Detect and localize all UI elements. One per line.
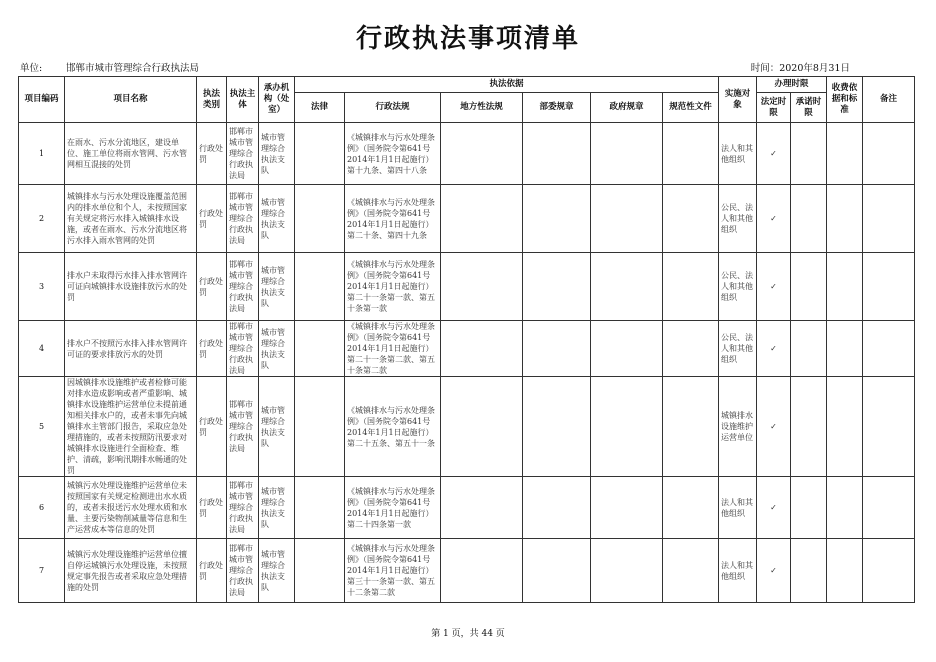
row-local-reg <box>441 123 523 185</box>
row-law <box>295 321 345 377</box>
row-norm-doc <box>663 377 719 477</box>
row-target: 公民、法人和其他组织 <box>719 253 757 321</box>
row-norm-doc <box>663 477 719 539</box>
row-code: 6 <box>19 477 65 539</box>
row-target: 公民、法人和其他组织 <box>719 185 757 253</box>
row-note <box>863 185 915 253</box>
row-admin-reg: 《城镇排水与污水处理条例》（国务院令第641号 2014年1月1日起施行）第二十条、第四十九条 <box>345 185 441 253</box>
row-code: 5 <box>19 377 65 477</box>
check-icon: ✓ <box>757 185 791 253</box>
page-footer: 第 1 页，共 44 页 <box>431 629 505 639</box>
row-local-reg <box>441 539 523 603</box>
header-code: 项目编码 <box>19 77 65 123</box>
row-subject: 邯郸市城市管理综合行政执法局 <box>227 539 259 603</box>
row-org: 城市管理综合执法支队 <box>259 185 295 253</box>
row-org: 城市管理综合执法支队 <box>259 477 295 539</box>
row-gov-rule <box>591 539 663 603</box>
row-norm-doc <box>663 185 719 253</box>
row-admin-reg: 《城镇排水与污水处理条例》（国务院令第641号 2014年1月1日起施行）第十九条、第四十八条 <box>345 123 441 185</box>
row-norm-doc <box>663 321 719 377</box>
header-law: 法律 <box>295 93 345 123</box>
row-promise <box>791 321 827 377</box>
row-dept-rule <box>523 253 591 321</box>
row-code: 4 <box>19 321 65 377</box>
row-target: 法人和其他组织 <box>719 477 757 539</box>
row-local-reg <box>441 377 523 477</box>
header-deadline: 办理时限 <box>757 77 827 93</box>
row-org: 城市管理综合执法支队 <box>259 321 295 377</box>
row-admin-reg: 《城镇排水与污水处理条例》（国务院令第641号 2014年1月1日起施行）第二十五条、第五十一条 <box>345 377 441 477</box>
row-dept-rule <box>523 477 591 539</box>
row-dept-rule <box>523 539 591 603</box>
row-fee <box>827 185 863 253</box>
row-fee <box>827 321 863 377</box>
row-name: 城镇污水处理设施维护运营单位未按照国家有关规定检测进出水水质的，或者未报送污水处理水质和水量、主要污染物削减量等信息和生产运营成本等信息的处罚 <box>65 477 197 539</box>
table-row <box>19 253 915 321</box>
row-gov-rule <box>591 477 663 539</box>
table-row <box>19 321 915 377</box>
header-local-reg: 地方性法规 <box>441 93 523 123</box>
row-name: 排水户不按照污水排入排水管网许可证的要求排放污水的处罚 <box>65 321 197 377</box>
row-type: 行政处罚 <box>197 539 227 603</box>
row-name: 城镇排水与污水处理设施覆盖范围内的排水单位和个人，未按照国家有关规定将污水排入城镇排水设施，或者在雨水、污水分流地区将污水排入雨水管网的处罚 <box>65 185 197 253</box>
header-name: 项目名称 <box>65 77 197 123</box>
row-subject: 邯郸市城市管理综合行政执法局 <box>227 321 259 377</box>
row-type: 行政处罚 <box>197 377 227 477</box>
row-note <box>863 253 915 321</box>
row-gov-rule <box>591 321 663 377</box>
row-code: 7 <box>19 539 65 603</box>
row-org: 城市管理综合执法支队 <box>259 377 295 477</box>
row-subject: 邯郸市城市管理综合行政执法局 <box>227 477 259 539</box>
row-fee <box>827 253 863 321</box>
header-dept-rule: 部委规章 <box>523 93 591 123</box>
header-gov-rule: 政府规章 <box>591 93 663 123</box>
row-admin-reg: 《城镇排水与污水处理条例》（国务院令第641号 2014年1月1日起施行）第二十一条第一款、第五十条第一款 <box>345 253 441 321</box>
check-icon: ✓ <box>757 321 791 377</box>
row-local-reg <box>441 185 523 253</box>
row-dept-rule <box>523 185 591 253</box>
row-org: 城市管理综合执法支队 <box>259 123 295 185</box>
row-target: 公民、法人和其他组织 <box>719 321 757 377</box>
row-note <box>863 377 915 477</box>
row-local-reg <box>441 321 523 377</box>
row-code: 3 <box>19 253 65 321</box>
row-law <box>295 253 345 321</box>
row-dept-rule <box>523 321 591 377</box>
header-org: 承办机构（处室） <box>259 77 295 123</box>
row-fee <box>827 123 863 185</box>
header-legal-deadline: 法定时限 <box>757 93 791 123</box>
row-subject: 邯郸市城市管理综合行政执法局 <box>227 377 259 477</box>
unit-label: 单位: <box>20 63 43 74</box>
header-promise-deadline: 承诺时限 <box>791 93 827 123</box>
row-dept-rule <box>523 123 591 185</box>
row-type: 行政处罚 <box>197 185 227 253</box>
row-promise <box>791 539 827 603</box>
row-target: 城镇排水设施维护运营单位 <box>719 377 757 477</box>
row-target: 法人和其他组织 <box>719 123 757 185</box>
row-subject: 邯郸市城市管理综合行政执法局 <box>227 185 259 253</box>
row-type: 行政处罚 <box>197 123 227 185</box>
check-icon: ✓ <box>757 539 791 603</box>
row-fee <box>827 539 863 603</box>
row-admin-reg: 《城镇排水与污水处理条例》（国务院令第641号 2014年1月1日起施行）第二十四条第一款 <box>345 477 441 539</box>
table-row <box>19 377 915 477</box>
row-norm-doc <box>663 123 719 185</box>
header-target: 实施对象 <box>719 77 757 123</box>
row-note <box>863 123 915 185</box>
row-name: 因城镇排水设施维护或者检修可能对排水造成影响或者严重影响、城镇排水设施维护运营单位未提前通知相关排水户的，或者未事先向城镇排水主管部门报告，采取应急处理措施的，或者未按照防汛要求对城镇排水设施进行全面检查、维护、清疏，影响汛期排水畅通的处罚 <box>65 377 197 477</box>
row-org: 城市管理综合执法支队 <box>259 539 295 603</box>
row-dept-rule <box>523 377 591 477</box>
row-law <box>295 377 345 477</box>
row-promise <box>791 477 827 539</box>
check-icon: ✓ <box>757 253 791 321</box>
row-law <box>295 123 345 185</box>
row-promise <box>791 185 827 253</box>
header-admin-reg: 行政法规 <box>345 93 441 123</box>
row-promise <box>791 123 827 185</box>
row-law <box>295 539 345 603</box>
row-gov-rule <box>591 377 663 477</box>
row-type: 行政处罚 <box>197 253 227 321</box>
row-admin-reg: 《城镇排水与污水处理条例》（国务院令第641号 2014年1月1日起施行）第二十一条第二款、第五十条第二款 <box>345 321 441 377</box>
check-icon: ✓ <box>757 377 791 477</box>
row-note <box>863 539 915 603</box>
row-fee <box>827 377 863 477</box>
row-local-reg <box>441 477 523 539</box>
row-name: 在雨水、污水分流地区，建设单位、施工单位将雨水管网、污水管网相互混接的处罚 <box>65 123 197 185</box>
page-title: 行政执法事项清单 <box>355 24 580 54</box>
row-gov-rule <box>591 123 663 185</box>
header-type: 执法类别 <box>197 77 227 123</box>
header-subject: 执法主体 <box>227 77 259 123</box>
header-norm-doc: 规范性文件 <box>663 93 719 123</box>
unit-value: 邯郸市城市管理综合行政执法局 <box>66 63 200 74</box>
header-note: 备注 <box>863 77 915 123</box>
row-admin-reg: 《城镇排水与污水处理条例》（国务院令第641号 2014年1月1日起施行）第三十一条第一款、第五十二条第二款 <box>345 539 441 603</box>
row-law <box>295 185 345 253</box>
row-gov-rule <box>591 185 663 253</box>
row-law <box>295 477 345 539</box>
row-gov-rule <box>591 253 663 321</box>
enforcement-table <box>18 76 915 603</box>
row-code: 1 <box>19 123 65 185</box>
row-fee <box>827 477 863 539</box>
row-norm-doc <box>663 539 719 603</box>
table-row <box>19 477 915 539</box>
row-code: 2 <box>19 185 65 253</box>
check-icon: ✓ <box>757 123 791 185</box>
table-row <box>19 539 915 603</box>
table-row <box>19 185 915 253</box>
row-local-reg <box>441 253 523 321</box>
row-type: 行政处罚 <box>197 477 227 539</box>
row-promise <box>791 253 827 321</box>
row-norm-doc <box>663 253 719 321</box>
row-org: 城市管理综合执法支队 <box>259 253 295 321</box>
row-name: 排水户未取得污水排入排水管网许可证向城镇排水设施排放污水的处罚 <box>65 253 197 321</box>
check-icon: ✓ <box>757 477 791 539</box>
row-note <box>863 477 915 539</box>
row-target: 法人和其他组织 <box>719 539 757 603</box>
header-basis: 执法依据 <box>295 77 719 93</box>
row-subject: 邯郸市城市管理综合行政执法局 <box>227 253 259 321</box>
header-fee: 收费依据和标准 <box>827 77 863 123</box>
row-name: 城镇污水处理设施维护运营单位擅自停运城镇污水处理设施，未按照规定事先报告或者采取应急处理措施的处罚 <box>65 539 197 603</box>
row-subject: 邯郸市城市管理综合行政执法局 <box>227 123 259 185</box>
report-date: 时间：2020年8月31日 <box>750 63 850 74</box>
row-type: 行政处罚 <box>197 321 227 377</box>
table-row <box>19 123 915 185</box>
row-note <box>863 321 915 377</box>
row-promise <box>791 377 827 477</box>
